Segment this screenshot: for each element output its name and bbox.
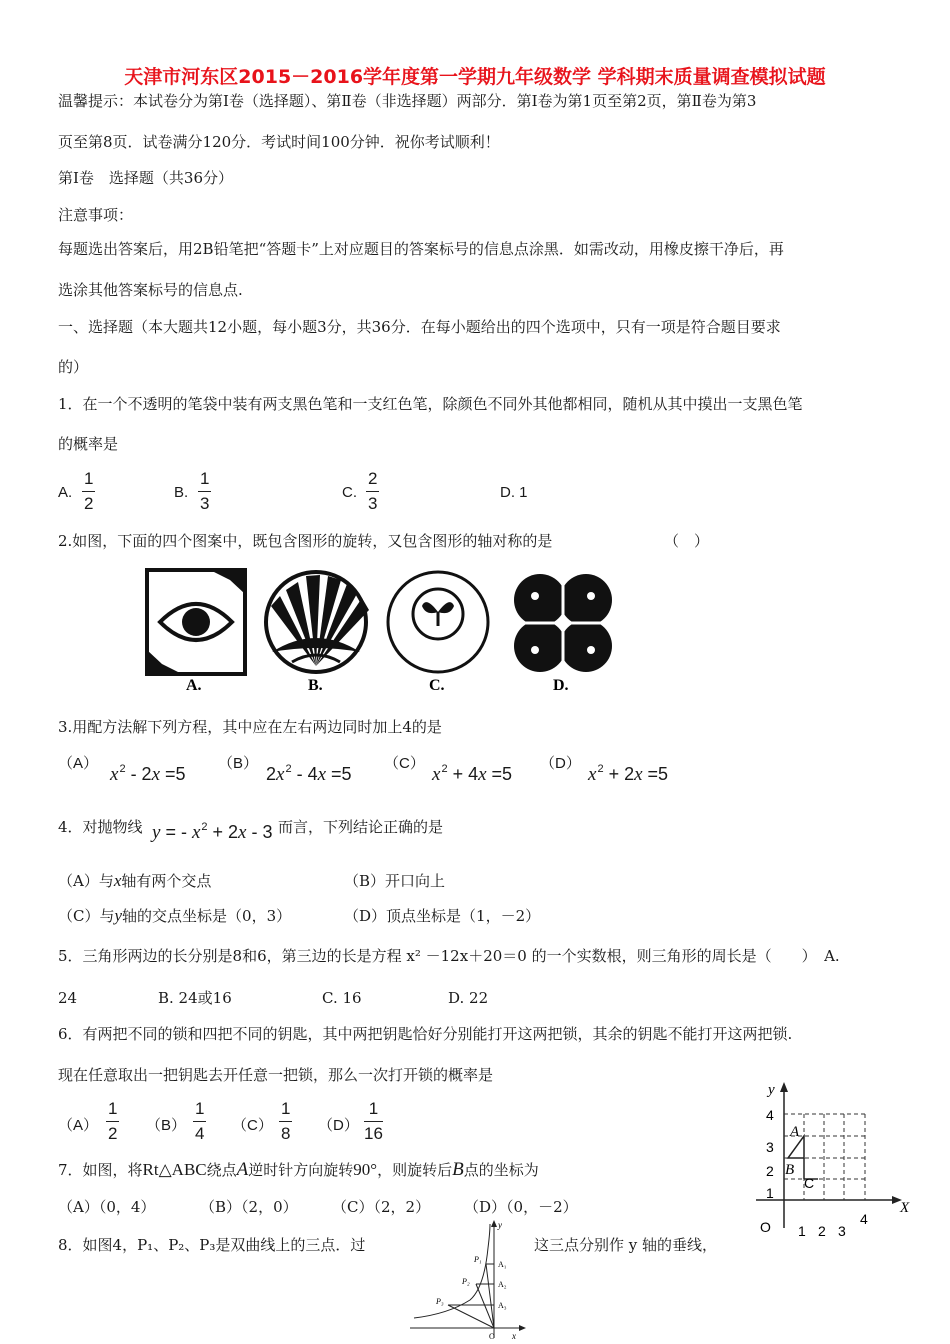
hyper-point-p2: P₂ [462,1277,470,1286]
q6-line-1: 6．有两把不同的锁和四把不同的钥匙，其中两把钥匙恰好分别能打开这两把锁，其余的钥匙不能打开这两把锁. [58,1025,793,1043]
notes-title: 注意事项： [58,206,134,224]
figure-c-label: C. [429,677,445,694]
q4-option-b: （B）开口向上 [344,872,446,890]
hyper-point-a3: A₃ [498,1301,507,1310]
grid-y-tick-1: 1 [766,1185,774,1201]
figure-b-label: B. [308,677,323,694]
q3-option-a-label: （A） [58,755,99,772]
grid-x-tick-1: 1 [798,1223,806,1239]
grid-y-tick-2: 2 [766,1163,774,1179]
denominator: 16 [364,1124,383,1143]
q4-equation: y = - $x^2 + 2x - 3$ [152,821,273,843]
figure-d-quatrefoil-icon [512,570,614,674]
grid-y-axis-label: y [768,1082,775,1098]
q4-option-c: （C）与y轴的交点坐标是（0，3） [58,906,292,925]
q6-option-b-label: （B） [146,1117,187,1134]
numerator: 1 [84,469,94,488]
q6-line-2: 现在任意取出一把钥匙去开任意一把锁，那么一次打开锁的概率是 [58,1066,494,1084]
q5-option-d: D. 22 [448,989,489,1007]
q4-option-d: （D）顶点坐标是（1，－2） [344,907,541,925]
hyper-y-axis-label: y [498,1220,502,1230]
q1-line-1: 1．在一个不透明的笔袋中装有两支黑色笔和一支红色笔，除颜色不同外其他都相同，随机从其中摸出一支黑色笔 [58,395,803,413]
q1-option-b-fraction [198,469,211,514]
numerator: 1 [195,1099,205,1118]
grid-x-tick-4: 4 [860,1211,868,1227]
q2-figures [140,566,630,700]
q4-suffix: 而言，下列结论正确的是 [278,818,444,836]
numerator: 2 [368,469,378,488]
q1-option-a-fraction [82,469,95,514]
hyper-point-a1: A₁ [498,1260,507,1269]
denominator: 3 [368,494,378,513]
q1-line-2: 的概率是 [58,435,119,453]
section-heading: 第Ⅰ卷 选择题（共36分） [58,169,234,187]
grid-y-tick-3: 3 [766,1139,774,1155]
q3-text: 3.用配方法解下列方程，其中应在左右两边同时加上4的是 [58,718,442,736]
figure-a-eye-icon [147,570,245,674]
numerator: 1 [368,1099,379,1118]
q5-option-b: B. 24或16 [158,989,232,1007]
grid-point-c-label: C [804,1175,815,1191]
q6-option-d-fraction [364,1099,383,1144]
q7-grid-figure [748,1078,918,1248]
grid-y-tick-4: 4 [766,1107,774,1123]
q6-option-a-label: （A） [58,1117,99,1134]
numerator: 1 [108,1099,118,1118]
notes-line-1: 每题选出答案后，用2B铅笔把“答题卡”上对应题目的答案标号的信息点涂黑．如需改动，用橡皮擦干净后，再 [58,240,784,258]
figure-d-label: D. [553,677,569,694]
intro-line-1: 温馨提示：本试卷分为第Ⅰ卷（选择题）、第Ⅱ卷（非选择题）两部分．第Ⅰ卷为第1页至第2页，第Ⅱ卷为第3 [58,92,757,110]
q2-text: 2.如图，下面的四个图案中，既包含图形的旋转，又包含图形的轴对称的是 [58,532,553,550]
denominator: 3 [200,494,210,513]
q1-option-c-fraction [366,469,379,514]
grid-point-a-label: A [790,1124,800,1140]
q3-option-c-label: （C） [384,755,425,772]
q7-option-a: （A）（0，4） [58,1198,156,1216]
figure-a-label: A. [186,677,202,694]
q2-answer-paren: （ ） [664,532,710,550]
q1-option-d: D. 1 [500,484,528,501]
hyper-point-a2: A₂ [498,1280,507,1289]
q3-option-d-label: （D） [540,755,581,772]
q6-option-c-fraction [279,1099,292,1144]
q1-option-b-label: B. [174,484,189,501]
q7-text: 7．如图，将Rt△ABC绕点A逆时针方向旋转90°，则旋转后B点的坐标为 [58,1159,539,1180]
page-title: 天津市河东区2015－2016学年度第一学期九年级数学 学科期末质量调查模拟试题 [124,66,826,88]
q6-option-b-fraction [193,1099,206,1144]
intro-line-2: 页至第8页．试卷满分120分．考试时间100分钟．祝你考试顺利！ [58,133,500,151]
grid-origin-label: O [760,1219,771,1235]
q1-option-c-label: C. [342,484,357,501]
q6-option-a-fraction [106,1099,119,1144]
q3-option-b-equation: $2x^2 - 4x =5$ [266,763,352,785]
denominator: 4 [195,1124,205,1143]
hyper-origin-label: O [489,1332,495,1341]
q5-option-a-value: 24 [58,989,78,1007]
grid-x-axis-label: X [900,1200,910,1216]
q3-option-c-equation: $x^2 + 4x =5$ [432,763,513,785]
grid-point-b-label: B [785,1162,795,1178]
part1-line-1: 一、选择题（本大题共12小题，每小题3分，共36分．在每小题给出的四个选项中，只有一项是符合题目要求 [58,318,781,336]
denominator: 2 [84,494,94,513]
q7-option-c: （C）（2，2） [332,1198,431,1216]
q8-text-before: 8．如图4，P₁、P₂、P₃是双曲线上的三点．过 [58,1236,366,1254]
figure-b-sunburst-icon [266,572,369,672]
q7-option-b: （B）（2，0） [200,1198,298,1216]
q5-option-c: C. 16 [322,989,362,1007]
q3-option-d-equation: $x^2 + 2x =5$ [588,763,669,785]
denominator: 8 [281,1124,291,1143]
q1-option-a-label: A. [58,484,73,501]
q6-option-d-label: （D） [318,1117,359,1134]
numerator: 1 [200,469,210,488]
q6-option-c-label: （C） [232,1117,273,1134]
q8-text-after: 这三点分别作 y 轴的垂线， [534,1236,718,1254]
hyper-point-p3: P₃ [436,1297,444,1306]
q3-option-a-equation: $x^2 - 2x =5$ [110,763,186,785]
notes-line-2: 选涂其他答案标号的信息点. [58,281,243,299]
q4-prefix: 4．对抛物线 [58,818,143,836]
hyper-x-axis-label: x [512,1331,516,1341]
figure-c-sprout-icon [388,572,488,672]
q5-line-1: 5．三角形两边的长分别是8和6，第三边的长是方程 x² －12x＋20＝0 的一个实数根，则三角形的周长是（ ） A. [58,947,840,965]
q3-option-b-label: （B） [218,755,259,772]
q7-option-d: （D）（0，－2） [464,1198,578,1216]
part1-line-2: 的） [58,358,89,376]
q4-option-a: （A）与x轴有两个交点 [58,871,212,890]
grid-x-tick-2: 2 [818,1223,826,1239]
q8-hyperbola-figure [408,1218,538,1342]
grid-x-tick-3: 3 [838,1223,846,1239]
numerator: 1 [281,1099,291,1118]
denominator: 2 [108,1124,118,1143]
hyper-point-p1: P₁ [474,1255,482,1264]
